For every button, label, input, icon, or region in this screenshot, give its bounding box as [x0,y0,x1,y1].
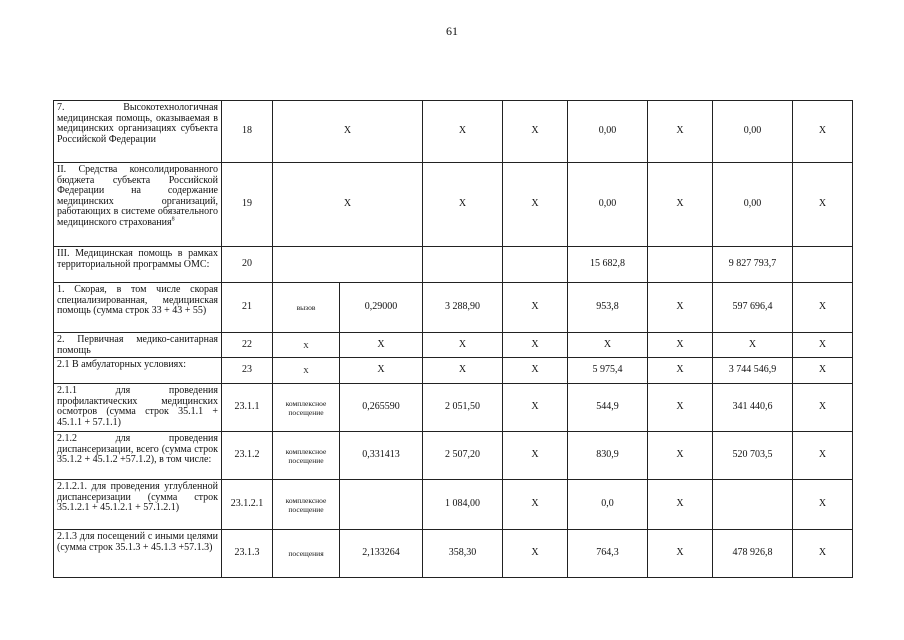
value-cell: X [793,358,853,384]
table-row [54,247,853,283]
row-name-cell [54,333,222,358]
unit-cell: комплексное посещение [273,384,340,432]
row-name-cell [54,283,222,333]
value-cell: X [793,283,853,333]
financing-table [53,100,853,578]
row-name-text: 2.1.2.1. для проведения углубленной диспансеризации (сумма строк 35.1.2.1 + 45.1.2.1 + 57.1.2.1) [57,481,218,513]
value-cell: X [423,333,503,358]
table-row [54,101,853,163]
value-cell: X [273,101,423,163]
row-name-cell [54,101,222,163]
value-cell: X [713,333,793,358]
value-cell: 478 926,8 [713,530,793,578]
row-name-text: 2.1.1 для проведения профилактических медицинских осмотров (сумма строк 35.1.1 + 45.1.1 + 57.1.1) [57,385,218,428]
value-cell [340,480,423,530]
row-code-cell: 21 [222,283,273,333]
row-code-cell: 23.1.2 [222,432,273,480]
row-code-cell: 22 [222,333,273,358]
value-cell: X [648,530,713,578]
row-name-text: II. Средства консолидированного бюджета субъекта Российской Федерации на содержание медицинских организаций, работающих в системе обязательного медицинского страхования [57,164,218,228]
value-cell: X [503,163,568,247]
row-name-cell [54,480,222,530]
value-cell: X [423,101,503,163]
unit-cell: посещения [273,530,340,578]
value-cell: X [648,283,713,333]
row-name-cell [54,358,222,384]
value-cell: X [793,163,853,247]
value-cell: X [340,333,423,358]
unit-cell: комплексное посещение [273,480,340,530]
value-cell: 5 975,4 [568,358,648,384]
row-name-text: 2.1.3 для посещений с иными целями (сумма строк 35.1.3 + 45.1.3 +57.1.3) [57,531,218,553]
value-cell: X [503,358,568,384]
table-row [54,384,853,432]
value-cell: X [648,358,713,384]
value-cell: 2,133264 [340,530,423,578]
value-cell: 0,265590 [340,384,423,432]
unit-cell: комплексное посещение [273,432,340,480]
row-code-cell: 18 [222,101,273,163]
value-cell: 0,331413 [340,432,423,480]
row-code-cell: 19 [222,163,273,247]
value-cell: 597 696,4 [713,283,793,333]
value-cell: 358,30 [423,530,503,578]
row-code-cell: 23.1.1 [222,384,273,432]
value-cell: X [503,432,568,480]
value-cell: X [568,333,648,358]
value-cell: 0,00 [568,101,648,163]
value-cell: 830,9 [568,432,648,480]
value-cell [423,247,503,283]
value-cell: X [793,530,853,578]
value-cell [273,247,423,283]
value-cell: 9 827 793,7 [713,247,793,283]
table-row [54,283,853,333]
table-row [54,358,853,384]
row-name-cell [54,432,222,480]
value-cell: 3 288,90 [423,283,503,333]
value-cell: 0,0 [568,480,648,530]
table-row [54,163,853,247]
value-cell: 0,00 [568,163,648,247]
unit-cell: X [273,358,340,384]
value-cell: X [340,358,423,384]
value-cell: 0,00 [713,101,793,163]
value-cell: 953,8 [568,283,648,333]
value-cell: X [503,480,568,530]
table-row [54,333,853,358]
value-cell: X [423,358,503,384]
value-cell: X [503,530,568,578]
value-cell: 3 744 546,9 [713,358,793,384]
unit-cell: вызов [273,283,340,333]
row-name-text: III. Медицинская помощь в рамках территориальной программы ОМС: [57,248,218,270]
value-cell: X [648,480,713,530]
row-code-cell: 23.1.2.1 [222,480,273,530]
value-cell: 1 084,00 [423,480,503,530]
value-cell [793,247,853,283]
row-code-cell: 23 [222,358,273,384]
value-cell: 0,00 [713,163,793,247]
value-cell: X [423,163,503,247]
row-code-cell: 20 [222,247,273,283]
row-name-cell [54,384,222,432]
value-cell: X [503,101,568,163]
value-cell: X [273,163,423,247]
value-cell [713,480,793,530]
value-cell: X [503,333,568,358]
value-cell: X [793,333,853,358]
value-cell: 764,3 [568,530,648,578]
row-name-cell [54,530,222,578]
value-cell: 544,9 [568,384,648,432]
value-cell [648,247,713,283]
value-cell: X [648,101,713,163]
row-name-text: 2. Первичная медико-санитарная помощь [57,334,218,356]
value-cell: 520 703,5 [713,432,793,480]
footnote-marker: 8 [171,216,175,223]
row-name-text: 2.1 В амбулаторных условиях: [57,359,187,370]
value-cell: X [793,101,853,163]
value-cell: X [648,333,713,358]
row-name-cell [54,163,222,247]
row-name-cell [54,247,222,283]
value-cell: 341 440,6 [713,384,793,432]
table-row [54,432,853,480]
value-cell [503,247,568,283]
value-cell: 15 682,8 [568,247,648,283]
value-cell: X [648,432,713,480]
value-cell: X [503,283,568,333]
row-name-text: 1. Скорая, в том числе скорая специализированная, медицинская помощь (сумма строк 33 + 43 + 55) [57,284,218,316]
value-cell: X [793,432,853,480]
value-cell: X [648,384,713,432]
table-row [54,530,853,578]
value-cell: X [793,384,853,432]
value-cell: X [793,480,853,530]
row-name-text: 2.1.2 для проведения диспансеризации, всего (сумма строк 35.1.2 + 45.1.2 +57.1.2), в том числе: [57,433,218,465]
row-code-cell: 23.1.3 [222,530,273,578]
table-row [54,480,853,530]
value-cell: X [503,384,568,432]
value-cell: 2 507,20 [423,432,503,480]
value-cell: X [648,163,713,247]
row-name-text: 7. Высокотехнологичная медицинская помощь, оказываемая в медицинских организациях субъекта Российской Федерации [57,102,218,145]
page-number: 61 [446,24,458,38]
unit-cell: X [273,333,340,358]
value-cell: 2 051,50 [423,384,503,432]
value-cell: 0,29000 [340,283,423,333]
